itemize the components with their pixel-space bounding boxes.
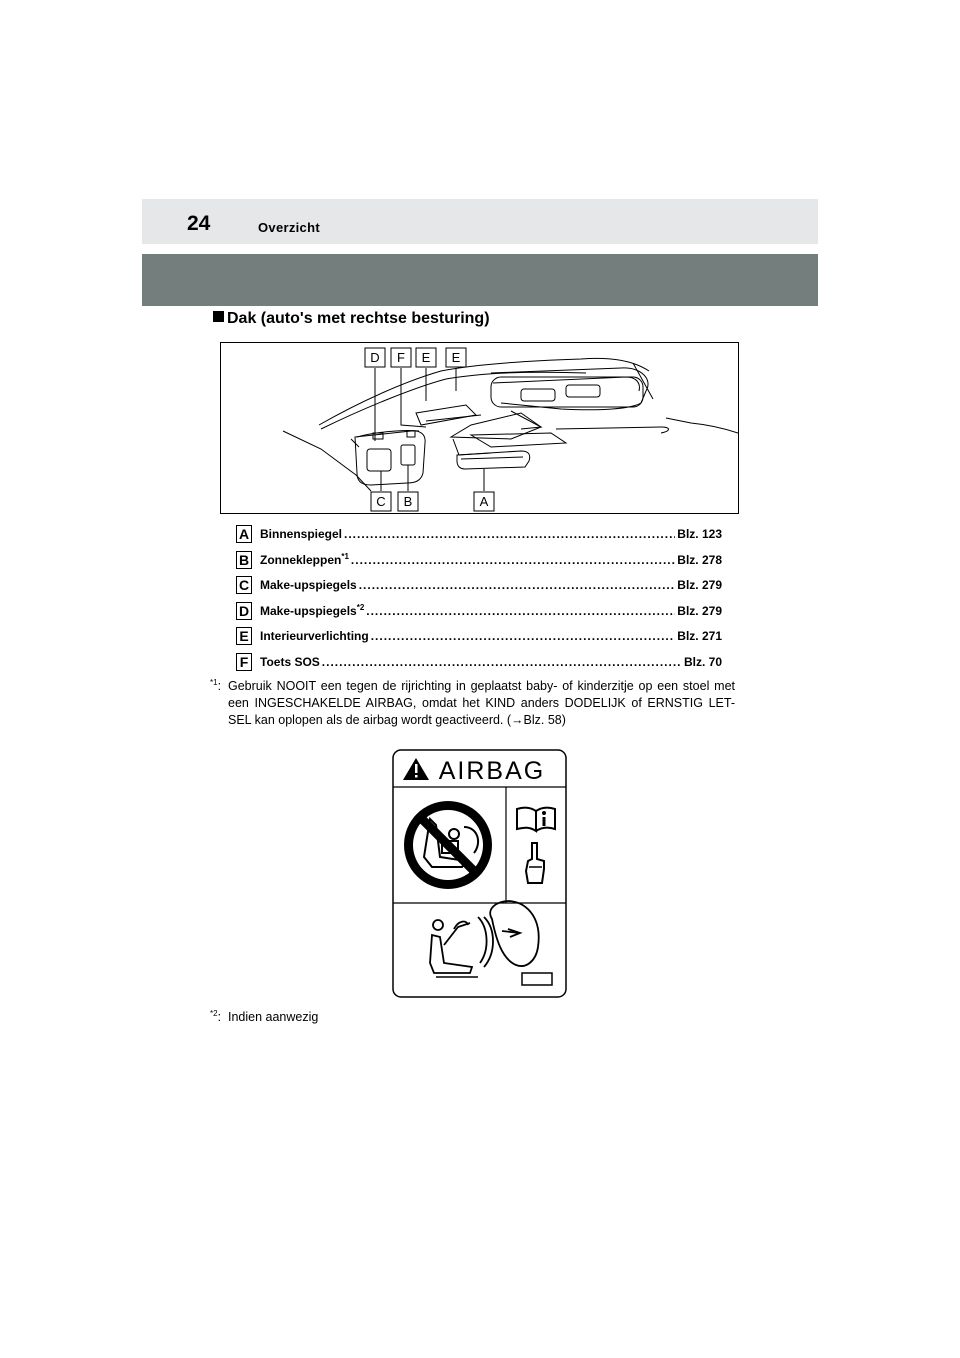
footnote-ref: *2 <box>356 602 365 612</box>
callout-f: F <box>397 350 405 365</box>
legend-label: Zonnekleppen$^{*1}$ <box>260 551 349 567</box>
legend-item <box>236 522 722 548</box>
legend-page-ref[interactable]: Blz. 271 <box>677 629 722 643</box>
footnote-1 <box>210 678 735 729</box>
legend-letter: C <box>236 576 252 594</box>
legend-item <box>236 650 722 676</box>
legend-label: Interieurverlichting <box>260 629 369 643</box>
legend-letter: D <box>236 602 252 620</box>
square-bullet-icon <box>213 311 224 322</box>
subheading-text: Dak (auto's met rechtse besturing) <box>227 310 490 327</box>
legend-letter: E <box>236 627 252 645</box>
page-number: 24 <box>187 212 211 235</box>
dot-leader <box>351 553 675 567</box>
no-rear-facing-child-seat-icon <box>404 801 492 889</box>
callout-e2: E <box>451 350 461 365</box>
legend-page-ref[interactable]: Blz. 279 <box>677 578 722 592</box>
callout-a: A <box>479 494 489 509</box>
callout-b: B <box>403 494 413 509</box>
legend-letter: F <box>236 653 252 671</box>
section-title: Overzicht <box>258 220 320 235</box>
dot-leader <box>366 604 675 618</box>
roof-diagram <box>220 342 739 514</box>
legend-page-ref[interactable]: Blz. 70 <box>683 654 722 669</box>
legend-label: Make-upspiegels <box>260 578 357 592</box>
subheading <box>213 310 490 328</box>
roof-illustration <box>221 343 738 513</box>
legend-page-ref[interactable]: Blz. 123 <box>677 527 722 541</box>
airbag-warning-label <box>392 749 567 998</box>
legend-page-ref[interactable]: Blz. 278 <box>677 552 722 567</box>
legend-letter: A <box>236 525 252 543</box>
legend-label: Binnenspiegel <box>260 527 343 541</box>
dot-leader <box>322 655 682 669</box>
callout-e1: E <box>421 350 431 365</box>
callout-d: D <box>370 350 380 365</box>
dot-leader <box>359 578 676 592</box>
footnote-text: Gebruik NOOIT een tegen de rijrichting in geplaatst baby- of kinderzitje op een stoel met een INGESCHAKELDE AIRBAG, omdat het KIND anders DODELIJK of ERNSTIG LET-SEL kan oplopen als de airbag wordt geactiveerd. (→Blz. 58) <box>228 679 735 727</box>
legend-item <box>236 573 722 599</box>
legend-item <box>236 624 722 650</box>
legend-item <box>236 599 722 625</box>
footnote-text: Indien aanwezig <box>228 1010 319 1024</box>
callout-c: C <box>376 494 386 509</box>
dot-leader <box>344 527 675 541</box>
footnote-marker: $^{*2}$: <box>210 1009 222 1024</box>
airbag-title: AIRBAG <box>438 757 546 785</box>
section-band <box>142 254 818 306</box>
footnote-2 <box>210 1009 735 1026</box>
legend-letter: B <box>236 551 252 569</box>
footnote-marker: $^{*1}$: <box>210 678 222 693</box>
legend-list <box>236 522 722 675</box>
dot-leader <box>371 629 676 643</box>
legend-item <box>236 548 722 574</box>
header-bar <box>142 199 818 244</box>
legend-page-ref[interactable]: Blz. 279 <box>677 603 722 618</box>
legend-label: Toets SOS <box>260 654 320 669</box>
legend-label: Make-upspiegels$^{*2}$ <box>260 602 365 618</box>
footnote-ref: *1 <box>341 551 349 561</box>
